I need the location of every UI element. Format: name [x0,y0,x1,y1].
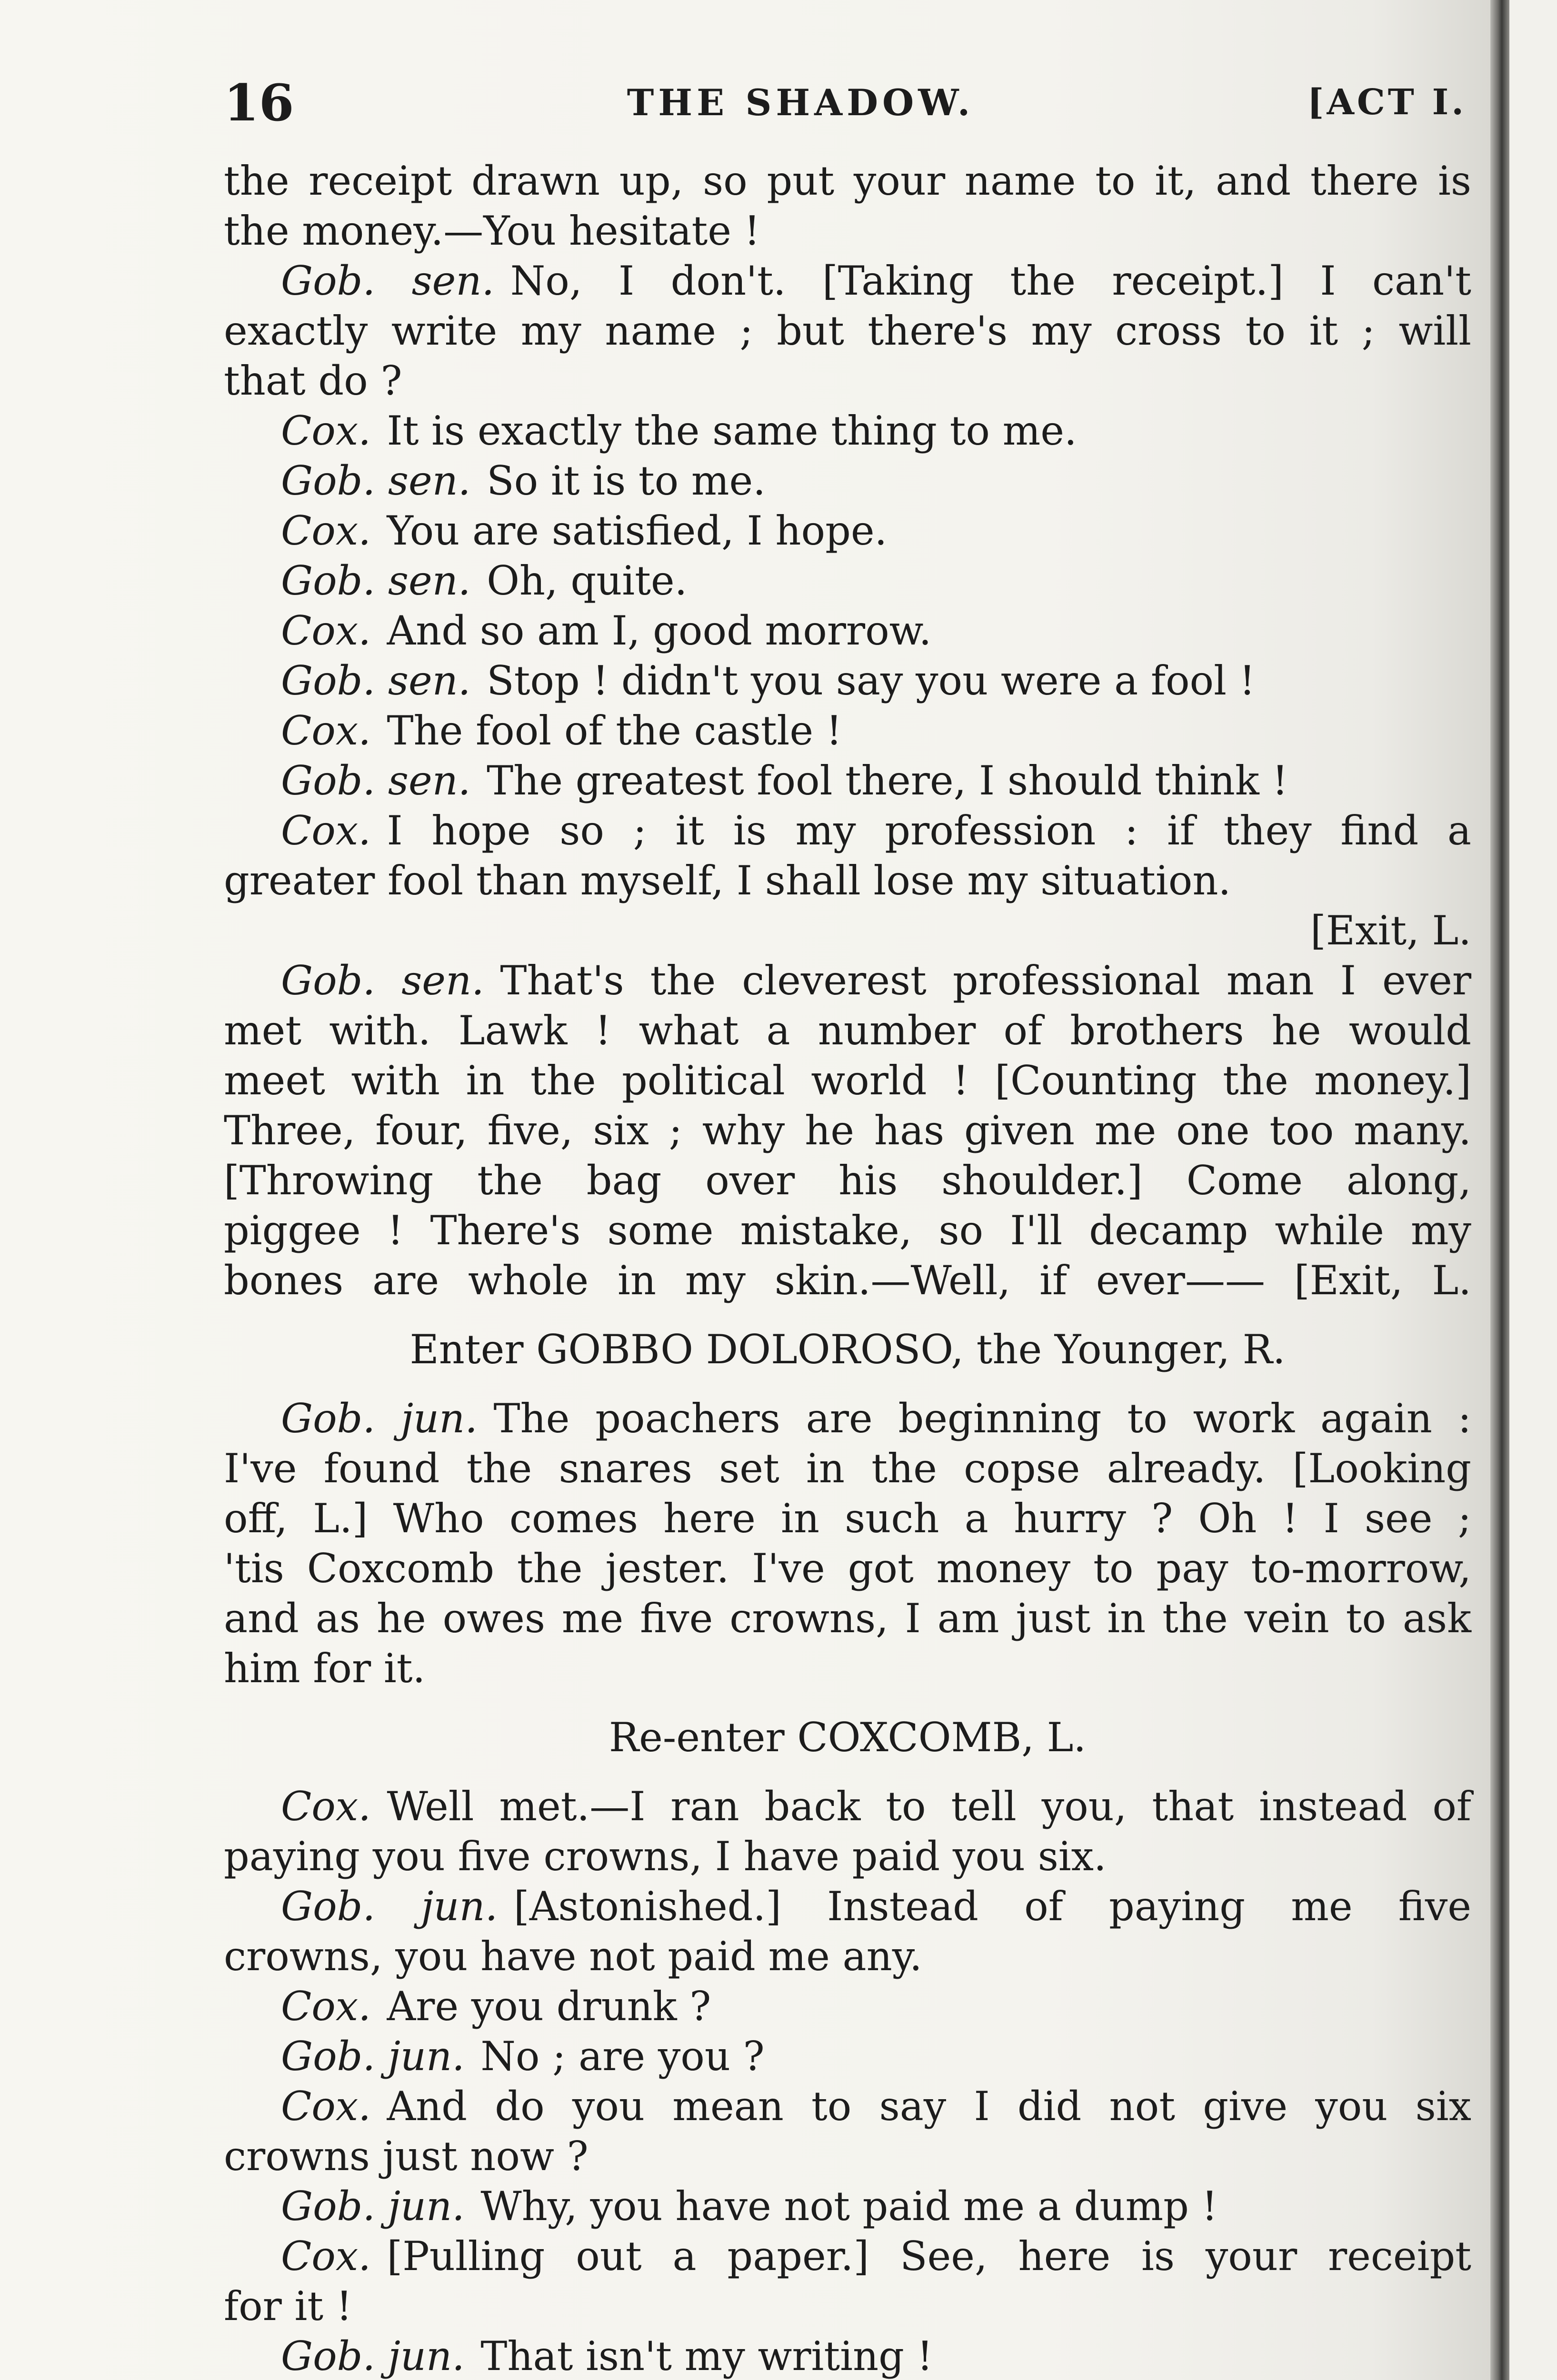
line-text: meet with in the political world ! [Counting the money.] [224,1057,1471,1104]
line-text: the receipt drawn up, so put your name to it, and there is [224,158,1471,204]
text-line [224,206,1471,256]
speaker-name: Cox. [281,507,371,554]
line-text: Enter GOBBO DOLOROSO, the Younger, R. [409,1326,1286,1373]
line-text: That isn't my writing ! [480,2333,933,2380]
text-line [224,1106,1471,1156]
line-text: Why, you have not paid me a dump ! [480,2183,1218,2230]
line-text: And do you mean to say I did not give you six [387,2083,1471,2130]
line-text: No, I don't. [Taking the receipt.] I can't [510,258,1472,304]
text-line [224,1644,1471,1694]
line-text: The poachers are beginning to work again : [493,1395,1471,1442]
dialogue-line [224,1982,1471,2032]
stage-direction [224,1713,1471,1763]
text-line [224,1544,1471,1594]
line-text: Three, four, five, six ; why he has given me one too many. [224,1107,1471,1154]
dialogue-line [224,2331,1471,2380]
line-text: off, L.] Who comes here in such a hurry ? Oh ! I see ; [224,1495,1471,1542]
line-text: bones are whole in my skin.—Well, if ever—— [Exit, L. [224,1257,1471,1304]
line-text: for it ! [224,2283,352,2330]
speaker-name: Gob. jun. [281,2333,465,2380]
text-line [224,2132,1471,2182]
text-line [224,1006,1471,1056]
speaker-name: Cox. [281,607,371,654]
page-number: 16 [224,72,294,132]
line-text: Oh, quite. [487,557,688,604]
dialogue-line [224,1394,1471,1444]
speaker-name: Cox. [281,2233,371,2280]
line-text: Re-enter COXCOMB, L. [609,1714,1087,1761]
play-text [224,156,1471,2380]
line-text: [Exit, L. [1310,907,1471,954]
speaker-name: Cox. [281,2083,371,2130]
dialogue-line [224,506,1471,556]
text-line [224,156,1471,206]
dialogue-line [224,2082,1471,2132]
line-text: I've found the snares set in the copse already. [Looking [224,1445,1471,1492]
dialogue-line [224,1782,1471,1832]
line-text: the money.—You hesitate ! [224,208,760,254]
act-label: [ACT I. [1307,82,1467,123]
text-line [224,856,1471,906]
speaker-name: Gob. sen. [281,757,471,804]
text-line [224,1156,1471,1206]
speaker-name: Gob. sen. [281,557,471,604]
book-gutter [1490,0,1509,2380]
running-header [224,71,1467,133]
line-text: You are satisfied, I hope. [387,507,888,554]
line-text: exactly write my name ; but there's my cross to it ; will [224,307,1471,354]
line-text: him for it. [224,1645,426,1692]
text-line [224,2281,1471,2331]
line-text: greater fool than myself, I shall lose my situation. [224,857,1231,904]
speaker-name: Gob. jun. [281,2183,465,2230]
dialogue-line [224,706,1471,756]
line-text: met with. Lawk ! what a number of brothers he would [224,1007,1471,1054]
dialogue-line [224,2032,1471,2082]
text-line [224,1056,1471,1106]
line-text: The fool of the castle ! [387,707,842,754]
line-text: Stop ! didn't you say you were a fool ! [487,657,1256,704]
speaker-name: Gob. jun. [281,2033,465,2080]
text-line [224,1494,1471,1544]
line-text: And so am I, good morrow. [387,607,932,654]
dialogue-line [224,1882,1471,1932]
text-line [224,1444,1471,1494]
line-text: So it is to me. [487,457,766,504]
line-text: and as he owes me five crowns, I am just in the vein to ask [224,1595,1471,1642]
line-text: It is exactly the same thing to me. [387,407,1077,454]
dialogue-line [224,756,1471,806]
dialogue-line [224,2231,1471,2281]
text-line [224,1594,1471,1644]
speaker-name: Gob. jun. [281,1883,498,1930]
speaker-name: Gob. sen. [281,657,471,704]
line-text: [Astonished.] Instead of paying me five [513,1883,1471,1930]
facing-page-edge [1509,0,1557,2380]
line-text: that do ? [224,357,402,404]
dialogue-line [224,656,1471,706]
line-text: Well met.—I ran back to tell you, that instead of [387,1783,1471,1830]
stage-direction [224,1325,1471,1375]
dialogue-line [224,556,1471,606]
speaker-name: Cox. [281,407,371,454]
running-title: THE SHADOW. [627,81,975,124]
line-text: I hope so ; it is my profession : if they find a [387,807,1471,854]
speaker-name: Cox. [281,707,371,754]
speaker-name: Gob. sen. [281,258,495,304]
dialogue-line [224,2182,1471,2231]
line-text: 'tis Coxcomb the jester. I've got money to pay to-morrow, [224,1545,1471,1592]
dialogue-line [224,806,1471,856]
dialogue-line [224,956,1471,1006]
line-text: No ; are you ? [480,2033,765,2080]
speaker-name: Cox. [281,807,371,854]
line-text: crowns just now ? [224,2133,589,2180]
text-line [224,906,1471,956]
speaker-name: Cox. [281,1783,371,1830]
dialogue-line [224,606,1471,656]
line-text: That's the cleverest professional man I ever [500,957,1472,1004]
line-text: The greatest fool there, I should think ! [487,757,1288,804]
text-line [224,1256,1471,1306]
text-line [224,306,1471,356]
speaker-name: Gob. sen. [281,957,484,1004]
line-text: [Throwing the bag over his shoulder.] Come along, [224,1157,1471,1204]
text-line [224,1832,1471,1882]
text-line [224,1932,1471,1982]
speaker-name: Cox. [281,1983,371,2030]
line-text: Are you drunk ? [387,1983,711,2030]
text-line [224,1206,1471,1256]
speaker-name: Gob. jun. [281,1395,478,1442]
line-text: [Pulling out a paper.] See, here is your receipt [387,2233,1471,2280]
dialogue-line [224,256,1471,306]
text-line [224,356,1471,406]
line-text: piggee ! There's some mistake, so I'll decamp while my [224,1207,1471,1254]
dialogue-line [224,456,1471,506]
speaker-name: Gob. sen. [281,457,471,504]
line-text: crowns, you have not paid me any. [224,1933,922,1980]
line-text: paying you five crowns, I have paid you six. [224,1833,1107,1880]
dialogue-line [224,406,1471,456]
